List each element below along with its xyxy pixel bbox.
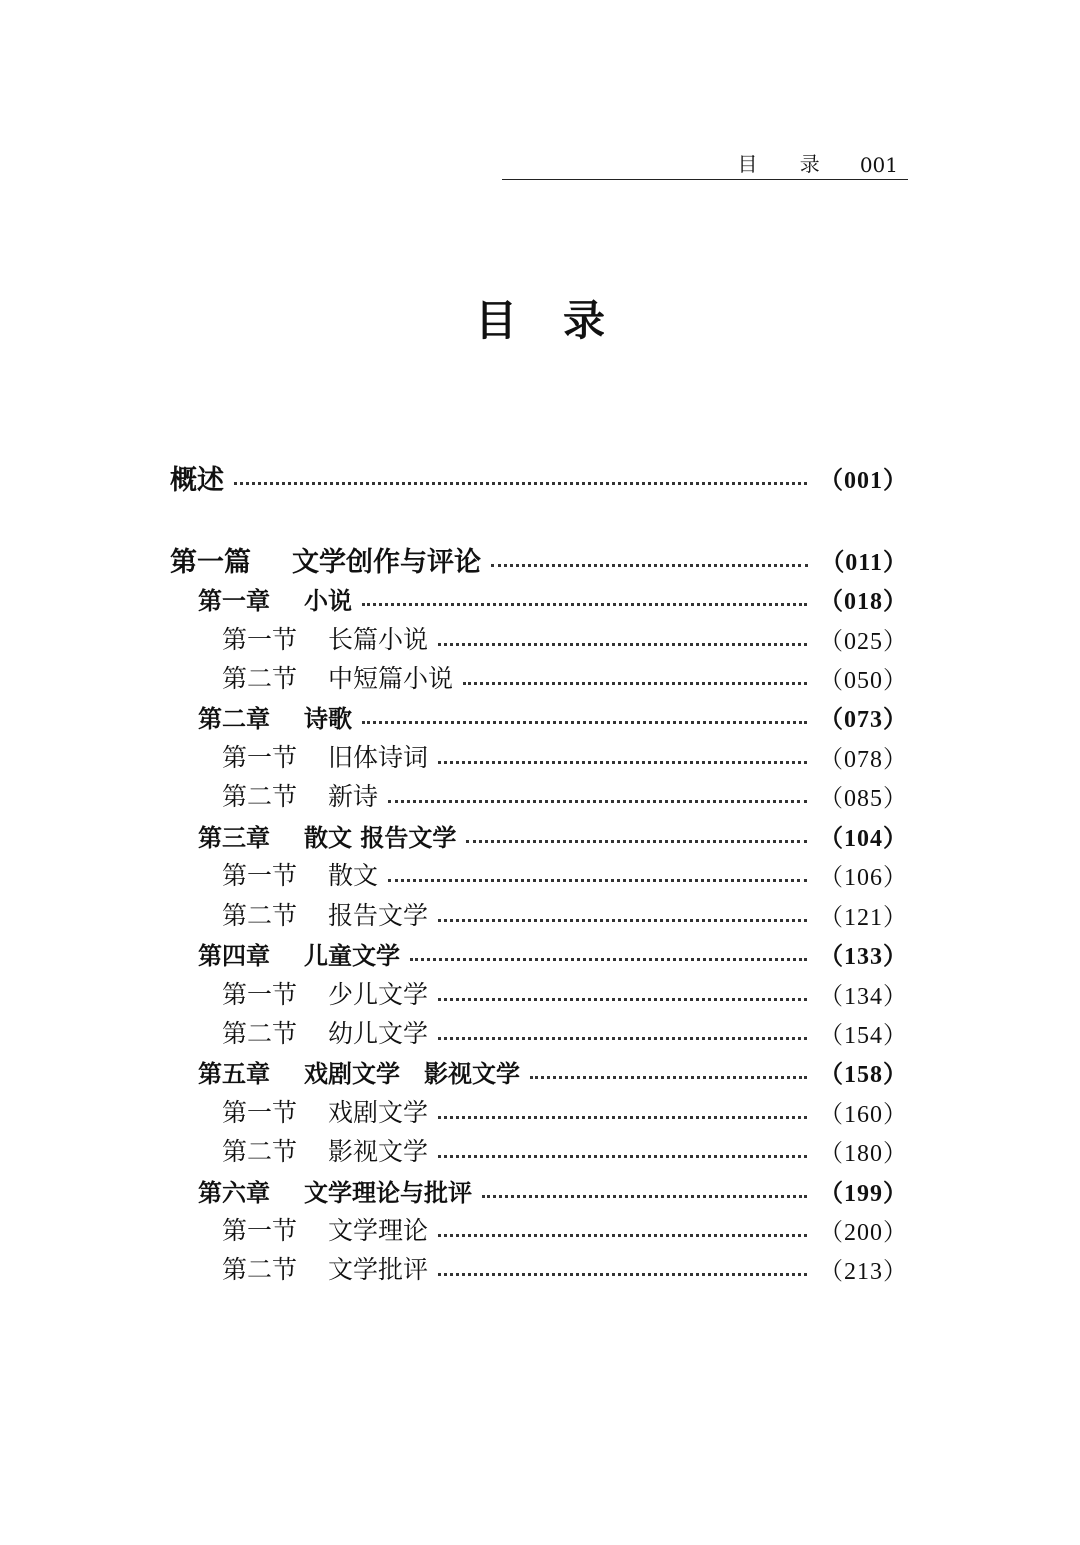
toc-entry-page: （199） <box>819 1180 908 1207</box>
toc-entry-label <box>198 1173 472 1208</box>
toc-leader-dots <box>438 1037 807 1040</box>
toc-heading: 目录 <box>474 296 651 345</box>
toc-entry-title: 长篇小说 <box>328 625 429 654</box>
toc-entry-label <box>222 777 378 813</box>
toc-leader-dots <box>362 603 807 606</box>
toc-entry-page: （154） <box>819 1022 908 1049</box>
toc-entry-number: 第二章 <box>198 704 270 733</box>
toc-entry-label <box>222 1132 428 1168</box>
running-header-page-number: 001 <box>859 153 898 177</box>
toc-entry-page: （025） <box>819 628 908 655</box>
toc-entry-label <box>198 581 352 616</box>
toc-leader-dots <box>234 482 807 485</box>
toc-entry-title: 文学理论 <box>328 1216 429 1245</box>
toc-entry-title: 散文 <box>328 861 379 890</box>
toc-entry <box>170 620 908 656</box>
toc-entry <box>170 738 908 774</box>
toc-leader-dots <box>530 1076 807 1079</box>
toc-entry-page: （133） <box>819 943 908 970</box>
toc-entry <box>170 856 908 892</box>
toc-entry-number: 第二节 <box>222 1255 298 1284</box>
toc-entry-number: 第二节 <box>222 1137 298 1166</box>
toc-entry-page: （018） <box>819 588 908 615</box>
toc-entry-label <box>170 458 224 497</box>
toc-leader-dots <box>410 958 807 961</box>
toc-entry-title: 新诗 <box>328 782 379 811</box>
toc-entry <box>170 1053 908 1089</box>
toc-leader-dots <box>438 1273 807 1276</box>
toc-entry-label <box>198 818 456 853</box>
toc-entry-title: 旧体诗词 <box>328 743 429 772</box>
toc-leader-dots <box>438 998 807 1001</box>
toc-entry-page: （160） <box>819 1101 908 1128</box>
toc-entry-number: 第一篇 <box>170 546 251 578</box>
toc-entry-title: 文学创作与评论 <box>292 546 481 578</box>
toc-entry-title: 散文 报告文学 <box>304 823 457 852</box>
toc-entry-title: 儿童文学 <box>304 941 400 970</box>
toc-entry-label <box>222 659 453 695</box>
toc-leader-dots <box>438 761 807 764</box>
toc-entry-page: （011） <box>820 549 908 576</box>
toc-entry-page: （121） <box>819 904 908 931</box>
toc-entry-label <box>222 738 428 774</box>
toc-entry-number: 第五章 <box>198 1059 270 1088</box>
toc-entry-label <box>198 936 400 971</box>
toc-entry-page: （158） <box>819 1061 908 1088</box>
toc-entry-number: 第二节 <box>222 664 298 693</box>
toc-entry <box>170 1172 908 1208</box>
toc-entry <box>170 1132 908 1168</box>
running-header-title: 目 录 <box>737 152 838 176</box>
toc-leader-dots <box>438 1234 807 1237</box>
toc-entry <box>170 975 908 1011</box>
toc-entry-title: 戏剧文学 <box>328 1098 429 1127</box>
toc-entry <box>170 817 908 853</box>
toc-entry-number: 第四章 <box>198 941 270 970</box>
toc-entry-number: 第一节 <box>222 1098 298 1127</box>
toc-leader-dots <box>438 1116 807 1119</box>
toc-entry-page: （078） <box>819 746 908 773</box>
toc-entry-label <box>222 620 428 656</box>
toc-entry <box>170 777 908 813</box>
toc-entry-title: 影视文学 <box>328 1137 429 1166</box>
toc-entry-number: 第一节 <box>222 980 298 1009</box>
toc-entry-number: 第一节 <box>222 743 298 772</box>
toc-entry-page: （104） <box>819 825 908 852</box>
toc-entry <box>170 541 908 577</box>
toc-entry-number: 第二节 <box>222 782 298 811</box>
toc-leader-dots <box>438 643 807 646</box>
toc-entry-title: 诗歌 <box>304 704 352 733</box>
toc-entry <box>170 580 908 616</box>
toc-entry <box>170 1250 908 1286</box>
toc-entry-number: 第一节 <box>222 625 298 654</box>
toc-entry <box>170 1211 908 1247</box>
toc-leader-dots <box>482 1195 807 1198</box>
toc-entry-title: 报告文学 <box>328 901 429 930</box>
toc-entry-label <box>222 1250 428 1286</box>
toc-entry-label <box>198 1054 520 1089</box>
toc-entry <box>170 1093 908 1129</box>
toc-entry-number: 第一节 <box>222 1216 298 1245</box>
toc-entry-number: 第一节 <box>222 861 298 890</box>
toc-entry-number: 第六章 <box>198 1178 270 1207</box>
toc-entry-title: 概述 <box>170 464 224 496</box>
toc-entry-page: （200） <box>819 1219 908 1246</box>
toc-entry-page: （180） <box>819 1140 908 1167</box>
table-of-contents <box>170 0 908 1545</box>
toc-entry-title: 戏剧文学 影视文学 <box>304 1059 520 1088</box>
toc-leader-dots <box>491 564 808 567</box>
toc-leader-dots <box>438 919 807 922</box>
toc-entry-number: 第二节 <box>222 1019 298 1048</box>
toc-entry <box>170 698 908 734</box>
toc-entry-page: （050） <box>819 667 908 694</box>
toc-leader-dots <box>362 721 807 724</box>
toc-entry <box>170 935 908 971</box>
toc-entry-page: （085） <box>819 785 908 812</box>
toc-entry-label <box>222 896 428 932</box>
toc-entry-label <box>222 1211 428 1247</box>
toc-entry-label <box>222 1014 428 1050</box>
toc-entry-label <box>222 1093 428 1129</box>
toc-entry-title: 文学理论与批评 <box>304 1178 472 1207</box>
toc-entry-label <box>222 856 378 892</box>
toc-entry-number: 第一章 <box>198 586 270 615</box>
toc-entry-number: 第二节 <box>222 901 298 930</box>
toc-entry-page: （073） <box>819 706 908 733</box>
toc-entry-page: （213） <box>819 1258 908 1285</box>
toc-entry-title: 小说 <box>304 586 352 615</box>
toc-entry-label <box>170 540 481 579</box>
toc-entry-page: （134） <box>819 983 908 1010</box>
toc-entry-label <box>198 699 352 734</box>
toc-leader-dots <box>388 879 807 882</box>
toc-entry-title: 文学批评 <box>328 1255 429 1284</box>
toc-leader-dots <box>463 682 807 685</box>
toc-entry-title: 中短篇小说 <box>328 664 454 693</box>
toc-entry <box>170 1014 908 1050</box>
toc-leader-dots <box>388 800 807 803</box>
toc-entry <box>170 459 908 495</box>
toc-leader-dots <box>438 1155 807 1158</box>
toc-entry-title: 少儿文学 <box>328 980 429 1009</box>
toc-entry <box>170 896 908 932</box>
toc-entry-label <box>222 975 428 1011</box>
toc-entry-page: （001） <box>819 467 908 494</box>
toc-entry-number: 第三章 <box>198 823 270 852</box>
toc-entry <box>170 659 908 695</box>
toc-entry-title: 幼儿文学 <box>328 1019 429 1048</box>
toc-entry-page: （106） <box>819 864 908 891</box>
toc-leader-dots <box>466 840 807 843</box>
